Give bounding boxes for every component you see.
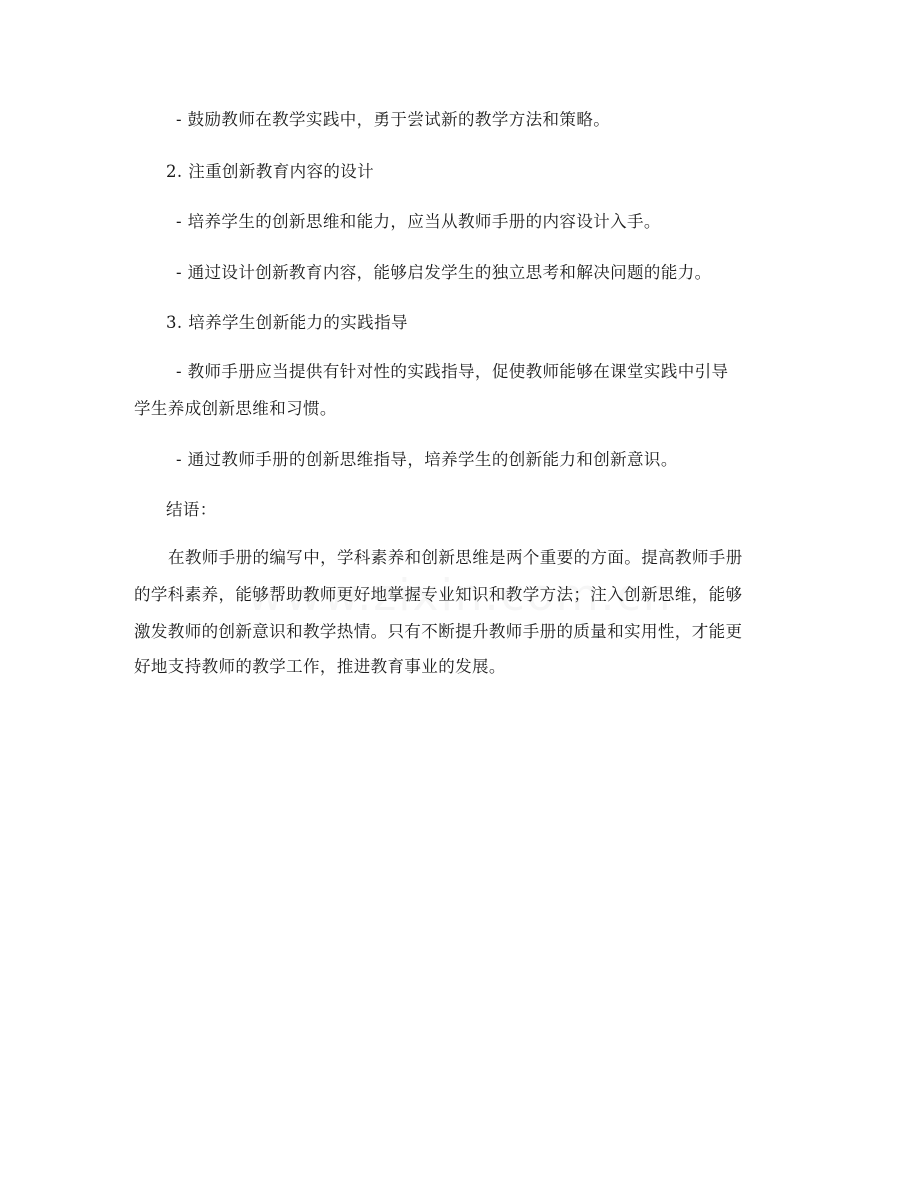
conclusion-paragraph-line-4: 好地支持教师的教学工作，推进教育事业的发展。 bbox=[134, 657, 506, 676]
section-heading-2: 2. 注重创新教育内容的设计 bbox=[166, 162, 375, 181]
bullet-practice-guidance-cont: 学生养成创新思维和习惯。 bbox=[134, 399, 337, 418]
bullet-content-design: - 培养学生的创新思维和能力，应当从教师手册的内容设计入手。 bbox=[176, 212, 661, 231]
bullet-inspire-thinking: - 通过设计创新教育内容，能够启发学生的独立思考和解决问题的能力。 bbox=[176, 263, 712, 282]
bullet-practice-guidance: - 教师手册应当提供有针对性的实践指导，促使教师能够在课堂实践中引导 bbox=[176, 362, 729, 381]
conclusion-paragraph-line-3: 激发教师的创新意识和教学热情。只有不断提升教师手册的质量和实用性，才能更 bbox=[134, 622, 743, 641]
conclusion-paragraph-line-2: 的学科素养，能够帮助教师更好地掌握专业知识和教学方法；注入创新思维，能够 bbox=[134, 585, 743, 604]
bullet-encourage-new-methods: - 鼓励教师在教学实践中，勇于尝试新的教学方法和策略。 bbox=[176, 110, 611, 129]
conclusion-heading: 结语： bbox=[166, 500, 217, 519]
section-heading-3: 3. 培养学生创新能力的实践指导 bbox=[166, 313, 408, 332]
bullet-cultivate-ability: - 通过教师手册的创新思维指导，培养学生的创新能力和创新意识。 bbox=[176, 450, 678, 469]
conclusion-paragraph-line-1: 在教师手册的编写中，学科素养和创新思维是两个重要的方面。提高教师手册 bbox=[168, 548, 743, 567]
